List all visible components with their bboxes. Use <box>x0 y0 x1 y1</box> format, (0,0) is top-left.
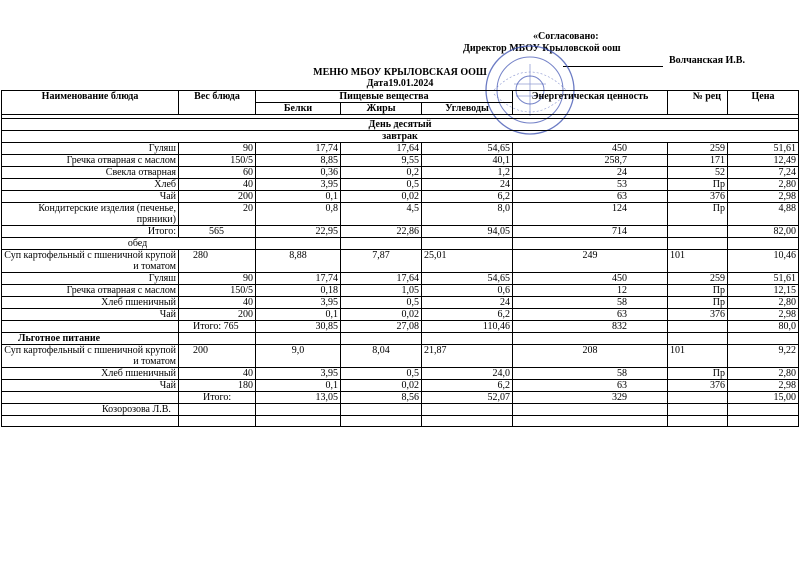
signature-name: Козорозова Л.В. <box>2 404 179 416</box>
total-protein: 30,85 <box>256 321 341 333</box>
dish-weight: 200 <box>179 345 256 368</box>
total-label: Итого: <box>2 226 179 238</box>
empty-row <box>2 416 799 427</box>
dish-carbs: 6,2 <box>422 380 513 392</box>
dish-protein: 3,95 <box>256 368 341 380</box>
dish-carbs: 24 <box>422 297 513 309</box>
dish-protein: 3,95 <box>256 297 341 309</box>
dish-protein: 0,8 <box>256 203 341 226</box>
dish-energy: 450 <box>513 143 668 155</box>
header-fat: Жиры <box>341 103 422 115</box>
table-row <box>2 203 799 226</box>
dish-fat: 0,5 <box>341 297 422 309</box>
dish-carbs: 24,0 <box>422 368 513 380</box>
table-row <box>2 143 799 155</box>
dish-protein: 17,74 <box>256 273 341 285</box>
dish-weight: 40 <box>179 297 256 309</box>
dish-weight: 150/5 <box>179 155 256 167</box>
menu-table <box>1 90 799 427</box>
dish-protein: 0,18 <box>256 285 341 297</box>
dish-energy: 24 <box>513 167 668 179</box>
dish-weight: 60 <box>179 167 256 179</box>
dish-weight: 40 <box>179 179 256 191</box>
dish-weight: 180 <box>179 380 256 392</box>
dish-recipe: 376 <box>668 380 728 392</box>
table-row <box>2 191 799 203</box>
approval-line-1: «Согласовано: <box>533 31 599 42</box>
dish-price: 4,88 <box>728 203 799 226</box>
total-carbs: 94,05 <box>422 226 513 238</box>
breakfast-total-row <box>2 226 799 238</box>
total-label: Итого: 765 <box>179 321 256 333</box>
dish-energy: 12 <box>513 285 668 297</box>
total-energy: 329 <box>513 392 668 404</box>
table-row <box>2 179 799 191</box>
dish-price: 2,80 <box>728 368 799 380</box>
document-title <box>0 67 800 89</box>
dish-carbs: 54,65 <box>422 143 513 155</box>
dish-name: Суп картофельный с пшеничной крупой и томатом <box>2 250 179 273</box>
table-row <box>2 250 799 273</box>
dish-recipe: 259 <box>668 143 728 155</box>
title-line-1: МЕНЮ МБОУ КРЫЛОВСКАЯ ООШ <box>313 67 487 78</box>
dish-recipe: Пр <box>668 297 728 309</box>
header-energy: Энергетическая ценность <box>513 91 668 115</box>
dish-name: Гуляш <box>2 273 179 285</box>
dish-carbs: 0,6 <box>422 285 513 297</box>
dish-name: Гречка отварная с маслом <box>2 155 179 167</box>
table-row <box>2 167 799 179</box>
table-row <box>2 345 799 368</box>
table-row <box>2 273 799 285</box>
day-row <box>2 119 799 131</box>
approval-line-3: Волчанская И.В. <box>669 55 745 66</box>
table-row <box>2 285 799 297</box>
dish-energy: 124 <box>513 203 668 226</box>
lunch-label: обед <box>2 238 256 250</box>
dish-name: Чай <box>2 191 179 203</box>
dish-recipe: 101 <box>668 250 728 273</box>
dish-recipe: Пр <box>668 179 728 191</box>
dish-recipe: 259 <box>668 273 728 285</box>
total-price: 15,00 <box>728 392 799 404</box>
title-date: Дата19.01.2024 <box>366 78 434 89</box>
dish-protein: 0,1 <box>256 380 341 392</box>
dish-price: 10,46 <box>728 250 799 273</box>
dish-price: 2,80 <box>728 297 799 309</box>
dish-name: Хлеб пшеничный <box>2 297 179 309</box>
dish-price: 2,80 <box>728 179 799 191</box>
dish-price: 7,24 <box>728 167 799 179</box>
dish-carbs: 8,0 <box>422 203 513 226</box>
total-fat: 22,86 <box>341 226 422 238</box>
dish-protein: 17,74 <box>256 143 341 155</box>
dish-energy: 208 <box>513 345 668 368</box>
dish-carbs: 6,2 <box>422 309 513 321</box>
header-name: Наименование блюда <box>2 91 179 115</box>
dish-fat: 0,02 <box>341 309 422 321</box>
dish-name: Хлеб пшеничный <box>2 368 179 380</box>
dish-price: 2,98 <box>728 380 799 392</box>
dish-protein: 8,85 <box>256 155 341 167</box>
dish-protein: 8,88 <box>256 250 341 273</box>
dish-price: 51,61 <box>728 273 799 285</box>
dish-carbs: 40,1 <box>422 155 513 167</box>
dish-fat: 1,05 <box>341 285 422 297</box>
table-row <box>2 297 799 309</box>
dish-fat: 0,5 <box>341 368 422 380</box>
dish-energy: 249 <box>513 250 668 273</box>
total-weight: 565 <box>179 226 256 238</box>
dish-weight: 200 <box>179 191 256 203</box>
header-row-1 <box>2 91 799 103</box>
dish-price: 12,49 <box>728 155 799 167</box>
dish-fat: 7,87 <box>341 250 422 273</box>
total-recipe <box>668 321 728 333</box>
dish-weight: 90 <box>179 273 256 285</box>
dish-name: Гречка отварная с маслом <box>2 285 179 297</box>
total-carbs: 52,07 <box>422 392 513 404</box>
dish-fat: 0,5 <box>341 179 422 191</box>
table-row <box>2 309 799 321</box>
dish-recipe: 101 <box>668 345 728 368</box>
dish-price: 9,22 <box>728 345 799 368</box>
dish-name: Суп картофельный с пшеничной крупой и томатом <box>2 345 179 368</box>
dish-energy: 63 <box>513 380 668 392</box>
breakfast-label: завтрак <box>2 131 799 143</box>
dish-recipe: Пр <box>668 285 728 297</box>
dish-name: Свекла отварная <box>2 167 179 179</box>
dish-recipe: 171 <box>668 155 728 167</box>
dish-energy: 58 <box>513 368 668 380</box>
dish-price: 51,61 <box>728 143 799 155</box>
table-row <box>2 380 799 392</box>
dish-recipe: 52 <box>668 167 728 179</box>
benefit-label-row <box>2 333 799 345</box>
total-price: 82,00 <box>728 226 799 238</box>
total-price: 80,0 <box>728 321 799 333</box>
total-recipe <box>668 392 728 404</box>
table-row <box>2 368 799 380</box>
total-carbs: 110,46 <box>422 321 513 333</box>
dish-fat: 9,55 <box>341 155 422 167</box>
total-energy: 714 <box>513 226 668 238</box>
total-energy: 832 <box>513 321 668 333</box>
dish-carbs: 25,01 <box>422 250 513 273</box>
dish-protein: 3,95 <box>256 179 341 191</box>
dish-recipe: 376 <box>668 309 728 321</box>
dish-energy: 63 <box>513 191 668 203</box>
header-recipe: № рец <box>668 91 728 115</box>
dish-energy: 53 <box>513 179 668 191</box>
dish-weight: 20 <box>179 203 256 226</box>
dish-name: Кондитерские изделия (печенье, пряники) <box>2 203 179 226</box>
dish-weight: 90 <box>179 143 256 155</box>
dish-weight: 150/5 <box>179 285 256 297</box>
table-row <box>2 155 799 167</box>
dish-weight: 280 <box>179 250 256 273</box>
lunch-total-row <box>2 321 799 333</box>
dish-protein: 0,1 <box>256 309 341 321</box>
day-label: День десятый <box>2 119 799 131</box>
dish-energy: 450 <box>513 273 668 285</box>
dish-energy: 258,7 <box>513 155 668 167</box>
dish-price: 12,15 <box>728 285 799 297</box>
dish-fat: 0,2 <box>341 167 422 179</box>
total-recipe <box>668 226 728 238</box>
total-fat: 27,08 <box>341 321 422 333</box>
lunch-label-row <box>2 238 799 250</box>
header-weight: Вес блюда <box>179 91 256 115</box>
breakfast-label-row <box>2 131 799 143</box>
dish-recipe: Пр <box>668 203 728 226</box>
dish-carbs: 6,2 <box>422 191 513 203</box>
header-carbs: Углеводы <box>422 103 513 115</box>
dish-name: Чай <box>2 380 179 392</box>
dish-recipe: Пр <box>668 368 728 380</box>
benefit-label: Льготное питание <box>2 333 179 345</box>
dish-energy: 58 <box>513 297 668 309</box>
dish-carbs: 1,2 <box>422 167 513 179</box>
dish-protein: 0,1 <box>256 191 341 203</box>
dish-price: 2,98 <box>728 309 799 321</box>
header-protein: Белки <box>256 103 341 115</box>
header-price: Цена <box>728 91 799 115</box>
header-nutrients: Пищевые вещества <box>256 91 513 103</box>
dish-recipe: 376 <box>668 191 728 203</box>
dish-price: 2,98 <box>728 191 799 203</box>
approval-line-2: Директор МБОУ Крыловской оош <box>463 43 621 54</box>
total-protein: 22,95 <box>256 226 341 238</box>
dish-fat: 0,02 <box>341 380 422 392</box>
total-fat: 8,56 <box>341 392 422 404</box>
dish-energy: 63 <box>513 309 668 321</box>
total-protein: 13,05 <box>256 392 341 404</box>
dish-protein: 9,0 <box>256 345 341 368</box>
dish-carbs: 54,65 <box>422 273 513 285</box>
dish-weight: 40 <box>179 368 256 380</box>
total-label: Итого: <box>179 392 256 404</box>
dish-weight: 200 <box>179 309 256 321</box>
dish-name: Гуляш <box>2 143 179 155</box>
dish-name: Чай <box>2 309 179 321</box>
dish-fat: 0,02 <box>341 191 422 203</box>
benefit-total-row <box>2 392 799 404</box>
dish-fat: 17,64 <box>341 143 422 155</box>
dish-carbs: 24 <box>422 179 513 191</box>
dish-protein: 0,36 <box>256 167 341 179</box>
dish-fat: 8,04 <box>341 345 422 368</box>
dish-fat: 4,5 <box>341 203 422 226</box>
dish-carbs: 21,87 <box>422 345 513 368</box>
dish-fat: 17,64 <box>341 273 422 285</box>
dish-name: Хлеб <box>2 179 179 191</box>
signature-row <box>2 404 799 416</box>
